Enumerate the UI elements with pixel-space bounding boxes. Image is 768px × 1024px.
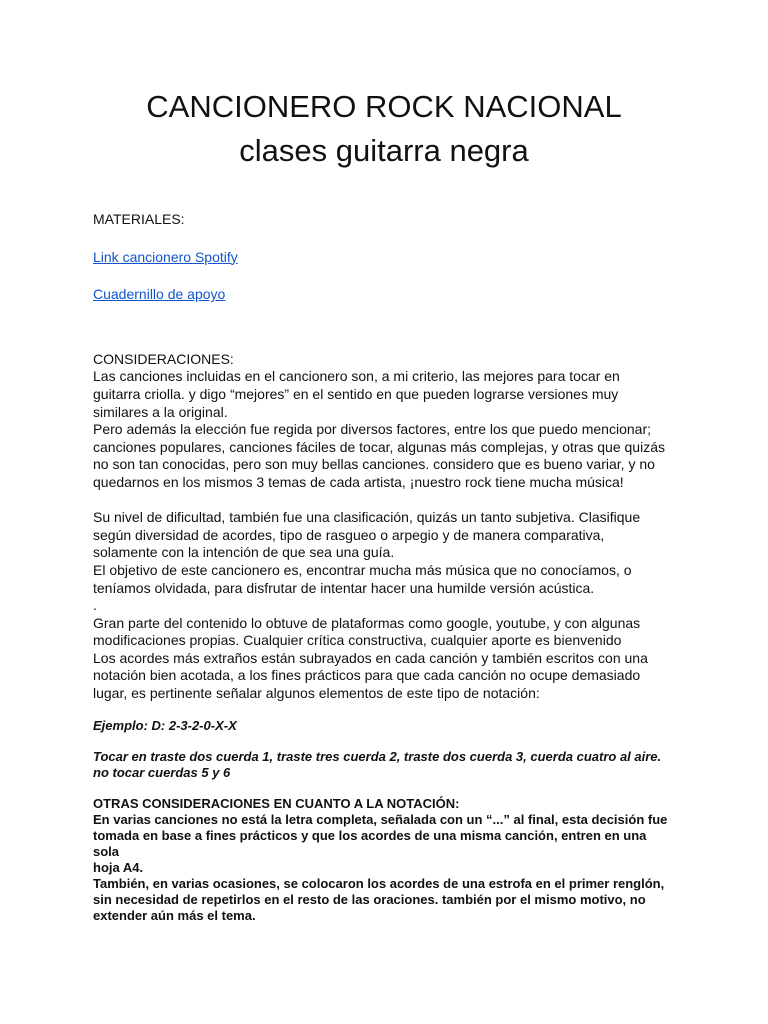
text-line: Las canciones incluidas en el cancionero son, a mi criterio, las mejores para tocar en	[93, 368, 620, 385]
otras-heading: OTRAS CONSIDERACIONES EN CUANTO A LA NOTACIÓN:	[93, 795, 460, 811]
text-line: solamente con la intención de que sea una guía.	[93, 544, 395, 561]
consideraciones-section	[93, 351, 675, 703]
text-line: En varias canciones no está la letra completa, señalada con un “...” al final, esta decisión fue	[93, 811, 668, 827]
materiales-heading: MATERIALES:	[93, 211, 185, 227]
text-line: lugar, es pertinente señalar algunos elementos de este tipo de notación:	[93, 685, 540, 702]
text-line: según diversidad de acordes, tipo de rasgueo o arpegio y de manera comparativa,	[93, 526, 605, 543]
spacer	[93, 734, 675, 749]
text-line: notación bien acotada, a los fines prácticos para que cada canción no ocupe demasiado	[93, 667, 641, 684]
spacer	[93, 703, 675, 718]
text-line: similares a la original.	[93, 403, 228, 420]
text-line: modificaciones propias. Cualquier crítica constructiva, cualquier aporte es bienvenido	[93, 632, 622, 649]
text-line: extender aún más el tema.	[93, 907, 256, 923]
document-title: CANCIONERO ROCK NACIONAL	[146, 89, 622, 124]
text-line: También, en varias ocasiones, se colocaron los acordes de una estrofa en el primer renglón,	[93, 875, 665, 891]
text-line: Su nivel de dificultad, también fue una clasificación, quizás un tanto subjetiva. Clasifique	[93, 509, 641, 526]
spacer	[93, 781, 675, 796]
text-line: no son tan conocidas, pero son muy bellas canciones. considero que es bueno variar, y no	[93, 456, 655, 473]
ejemplo-explanation: no tocar cuerdas 5 y 6	[93, 764, 231, 780]
text-line: teníamos olvidada, para disfrutar de intentar hacer una humilde versión acústica.	[93, 579, 595, 596]
text-line: .	[93, 597, 97, 614]
ejemplo-explanation: Tocar en traste dos cuerda 1, traste tres cuerda 2, traste dos cuerda 3, cuerda cuatro al aire.	[93, 748, 662, 764]
text-line: Los acordes más extraños están subrayados en cada canción y también escritos con una	[93, 649, 648, 666]
text-line: tomada en base a fines prácticos y que los acordes de una misma canción, entren en una sola	[93, 827, 647, 859]
text-line: quedarnos en los mismos 3 temas de cada artista, ¡nuestro rock tiene mucha música!	[93, 473, 624, 490]
consideraciones-heading: CONSIDERACIONES:	[93, 350, 234, 367]
text-line: Pero además la elección fue regida por diversos factores, entre los que puedo mencionar;	[93, 421, 651, 438]
otras-section	[93, 796, 675, 924]
text-line: guitarra criolla. y digo “mejores” en el sentido en que pueden lograrse versiones muy	[93, 385, 619, 402]
text-line: Gran parte del contenido lo obtuve de plataformas como google, youtube, y con algunas	[93, 614, 641, 631]
spacer	[93, 492, 675, 510]
text-line: hoja A4.	[93, 859, 144, 875]
document-subtitle: clases guitarra negra	[239, 133, 529, 168]
ejemplo-line: Ejemplo: D: 2-3-2-0-X-X	[93, 717, 237, 733]
cuadernillo-link[interactable]: Cuadernillo de apoyo	[93, 286, 226, 303]
text-line: El objetivo de este cancionero es, encontrar mucha más música que no conocíamos, o	[93, 561, 632, 578]
spotify-link[interactable]: Link cancionero Spotify	[93, 248, 238, 265]
title-block	[93, 0, 675, 173]
text-line: sin necesidad de repetirlos en el resto de las oraciones. también por el mismo motivo, no	[93, 891, 646, 907]
text-line: canciones populares, canciones fáciles de tocar, algunas más complejas, y otras que quizás	[93, 438, 665, 455]
